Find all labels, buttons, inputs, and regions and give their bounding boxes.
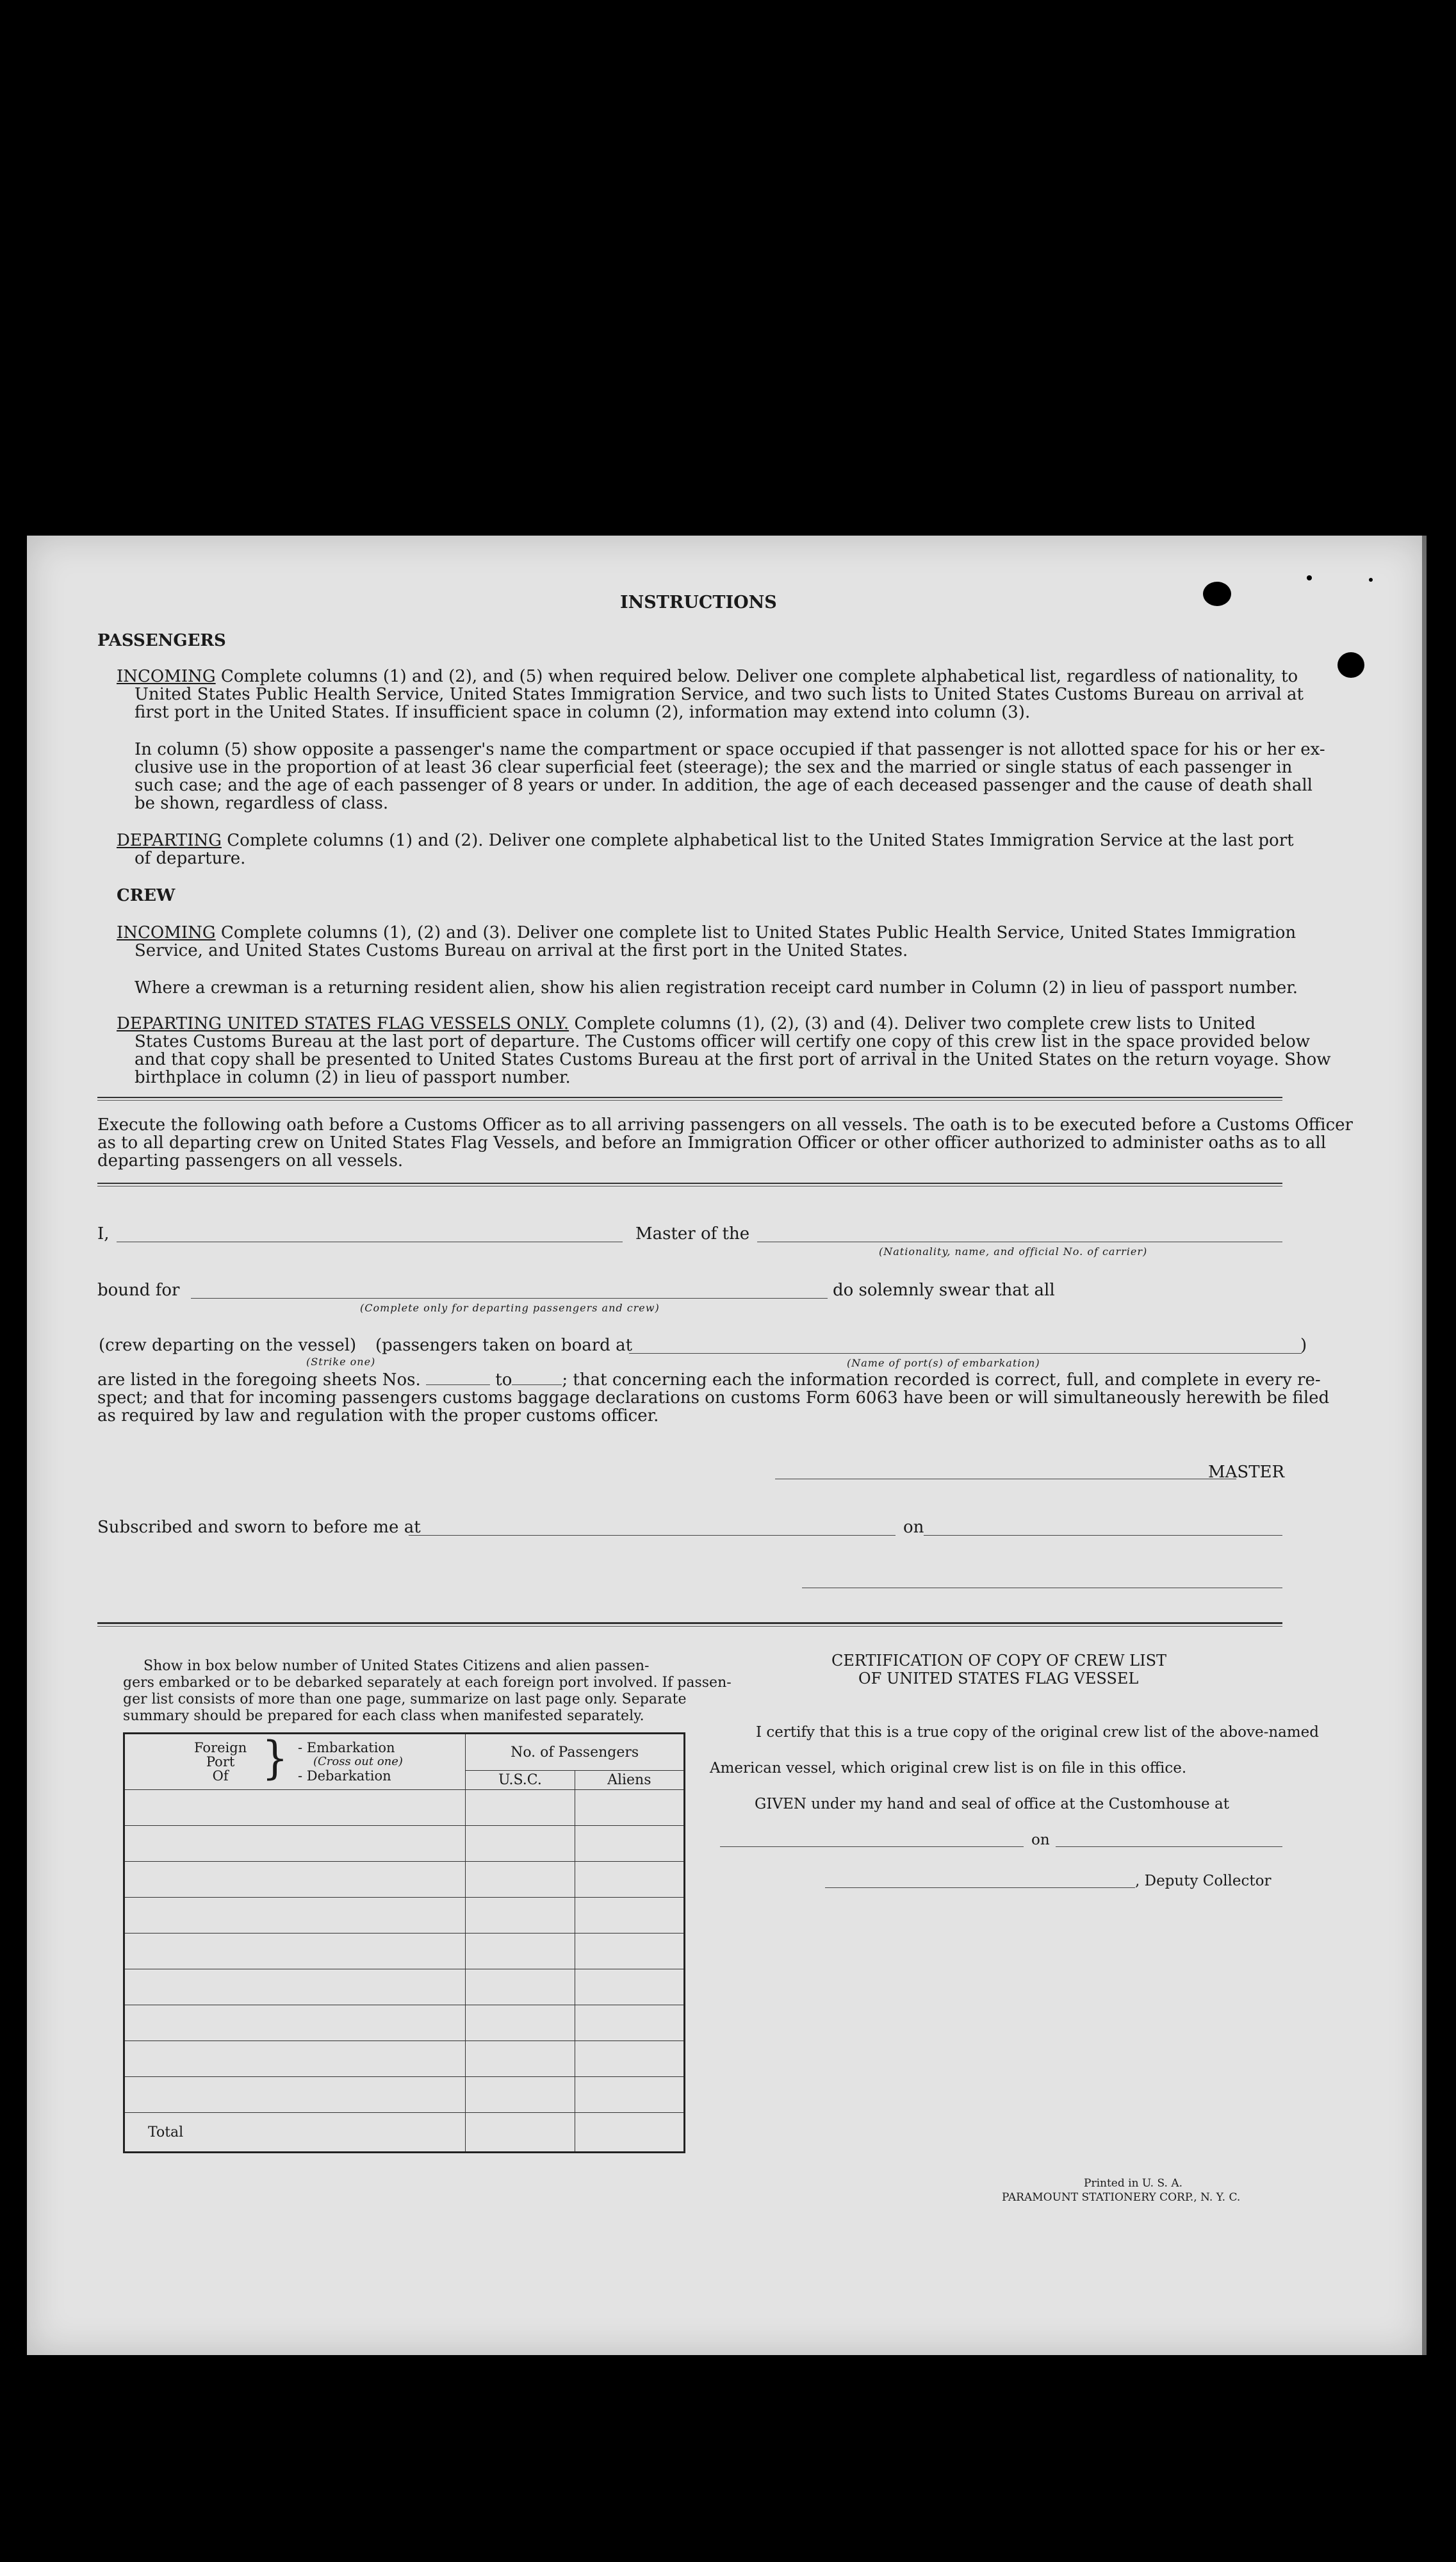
master-of-the-label: Master of the [635, 1224, 750, 1244]
aliens-cell[interactable] [575, 1826, 684, 1862]
ink-blot [1337, 652, 1364, 678]
port-cell[interactable] [124, 1969, 466, 2005]
crew-incoming-label: INCOMING [117, 923, 216, 942]
oath-line: as required by law and regulation with the proper customs officer. [97, 1406, 659, 1425]
flag-line: Complete columns (1), (2), (3) and (4). Deliver two complete crew lists to United [574, 1014, 1256, 1033]
cross-out-hint: (Cross out one) [313, 1755, 403, 1768]
ports-table [123, 1732, 685, 2153]
passengers-heading: PASSENGERS [97, 631, 226, 650]
flag-line: and that copy shall be presented to United States Customs Bureau at the first port of arrival in the United States on the return voyage. Show [135, 1050, 1331, 1069]
aliens-cell[interactable] [575, 2005, 684, 2041]
divider [97, 1097, 1282, 1098]
crew-incoming-line: Service, and United States Customs Bureau on arrival at the first port in the United States. [135, 941, 908, 960]
column5-line: such case; and the age of each passenger of 8 years or under. In addition, the age of each deceased passenger and the cause of death shall [135, 776, 1313, 795]
incoming-line: first port in the United States. If insufficient space in column (2), information may extend into column (3). [135, 703, 1031, 722]
oath-instruction-line: departing passengers on all vessels. [97, 1151, 404, 1170]
table-row [124, 1862, 685, 1898]
customhouse-field[interactable] [720, 1846, 1024, 1847]
flag-vessels-label: DEPARTING UNITED STATES FLAG VESSELS ONLY. [117, 1014, 569, 1033]
oath-line: spect; and that for incoming passengers customs baggage declarations on customs Form 6063 have been or will simultaneously herewith be filed [97, 1388, 1330, 1408]
port-cell[interactable] [124, 2041, 466, 2077]
no-of-passengers-header: No. of Passengers [466, 1734, 685, 1771]
box-instruction-line: gers embarked or to be debarked separately at each foreign port involved. If passen- [123, 1675, 732, 1691]
column5-line: be shown, regardless of class. [135, 794, 389, 813]
subscribed-label: Subscribed and sworn to before me at [97, 1518, 421, 1537]
departing-line: of departure. [135, 849, 246, 868]
table-row [124, 1790, 685, 1826]
listed-sheets [97, 1371, 1321, 1390]
sheet-from-field[interactable] [426, 1372, 490, 1385]
usc-header: U.S.C. [466, 1771, 575, 1790]
aliens-header: Aliens [575, 1771, 684, 1790]
printer-line: Printed in U. S. A. [1084, 2177, 1183, 2190]
listed-label: are listed in the foregoing sheets Nos. [97, 1370, 421, 1390]
box-instruction-line: Show in box below number of United States Citizens and alien passen- [143, 1658, 650, 1674]
divider [97, 1186, 1282, 1187]
foreign-label: Foreign [194, 1740, 247, 1755]
port-cell[interactable] [124, 1826, 466, 1862]
instructions-heading: INSTRUCTIONS [620, 593, 777, 612]
passengers-departing [117, 832, 1294, 850]
listed-rest: ; that concerning each the information recorded is correct, full, and complete in every re- [562, 1370, 1321, 1390]
aliens-cell[interactable] [575, 2077, 684, 2113]
port-label: Port [206, 1754, 235, 1770]
embarkation-option[interactable]: - Embarkation [298, 1740, 395, 1755]
sheet-to-field[interactable] [512, 1372, 562, 1385]
deputy-signature-field[interactable] [825, 1887, 1135, 1888]
aliens-cell[interactable] [575, 1969, 684, 2005]
incoming-line: Complete columns (1) and (2), and (5) when required below. Deliver one complete alphabetical list, regardless of nationality, to [220, 667, 1298, 686]
usc-cell[interactable] [466, 1969, 575, 2005]
strike-one-hint: (Strike one) [306, 1356, 376, 1368]
usc-cell[interactable] [466, 1862, 575, 1898]
divider [97, 1626, 1282, 1627]
to-label: to [495, 1370, 512, 1390]
crew-incoming [117, 924, 1296, 942]
port-cell[interactable] [124, 2077, 466, 2113]
right-edge-shadow [1422, 536, 1427, 2355]
passengers-incoming [117, 668, 1298, 686]
brace-glyph: } [262, 1732, 288, 1785]
table-row [124, 1898, 685, 1934]
usc-cell[interactable] [466, 1898, 575, 1934]
of-label: Of [212, 1768, 229, 1784]
box-instruction-line: ger list consists of more than one page, summarize on last page only. Separate [123, 1691, 687, 1707]
incoming-line: United States Public Health Service, United States Immigration Service, and two such lists to United States Customs Bureau on arrival at [135, 685, 1304, 704]
flag-line: birthplace in column (2) in lieu of passport number. [135, 1068, 571, 1087]
table-row [124, 2005, 685, 2041]
column5-line: In column (5) show opposite a passenger's name the compartment or space occupied if that passenger is not allotted space for his or her ex- [135, 740, 1325, 759]
bound-for-label: bound for [97, 1281, 180, 1300]
printer-line: PARAMOUNT STATIONERY CORP., N. Y. C. [1002, 2191, 1241, 2204]
oath-instruction-line: Execute the following oath before a Customs Officer as to all arriving passengers on all vessels. The oath is to be executed before a Customs Officer [97, 1115, 1353, 1135]
aliens-cell[interactable] [575, 1898, 684, 1934]
table-row [124, 1969, 685, 2005]
subscribed-on-label: on [903, 1518, 924, 1537]
usc-cell[interactable] [466, 1790, 575, 1826]
embarkation-ports-field[interactable] [629, 1353, 1302, 1354]
usc-cell[interactable] [466, 2077, 575, 2113]
port-cell[interactable] [124, 1862, 466, 1898]
usc-cell[interactable] [466, 2041, 575, 2077]
aliens-cell[interactable] [575, 1862, 684, 1898]
crew-incoming-line: Complete columns (1), (2) and (3). Deliver one complete list to United States Public Health Service, United States Immigration [220, 923, 1296, 942]
box-instruction-line: summary should be prepared for each class when manifested separately. [123, 1708, 644, 1724]
oath-instruction-line: as to all departing crew on United States Flag Vessels, and before an Immigration Officer or other officer authorized to administer oaths as to all [97, 1133, 1327, 1153]
subscribed-place-field[interactable] [409, 1535, 896, 1536]
certification-title: CERTIFICATION OF COPY OF CREW LIST [831, 1652, 1167, 1670]
table-row [124, 2077, 685, 2113]
crew-heading: CREW [117, 886, 176, 905]
port-cell[interactable] [124, 1790, 466, 1826]
subscribed-date-field[interactable] [924, 1535, 1282, 1536]
port-cell[interactable] [124, 1934, 466, 1969]
given-line: GIVEN under my hand and seal of office at the Customhouse at [755, 1796, 1229, 1812]
table-row [124, 1826, 685, 1862]
usc-cell[interactable] [466, 1934, 575, 1969]
total-row [124, 2113, 685, 2153]
aliens-cell[interactable] [575, 1790, 684, 1826]
certification-on-label: on [1031, 1832, 1050, 1848]
bound-for-field[interactable] [191, 1298, 828, 1299]
ports-hint: (Name of port(s) of embarkation) [847, 1357, 1040, 1369]
divider [97, 1100, 1282, 1101]
certification-subtitle: OF UNITED STATES FLAG VESSEL [858, 1670, 1139, 1687]
form-page [27, 536, 1427, 2355]
flag-line: States Customs Bureau at the last port of departure. The Customs officer will certify one copy of this crew list in the space provided below [135, 1032, 1311, 1051]
certification-date-field[interactable] [1056, 1846, 1282, 1847]
carrier-hint: (Nationality, name, and official No. of carrier) [879, 1245, 1148, 1258]
ink-speck [1307, 575, 1312, 580]
passengers-taken-option[interactable]: (passengers taken on board at [375, 1336, 633, 1355]
aliens-cell[interactable] [575, 2041, 684, 2077]
deputy-collector-label: , Deputy Collector [1135, 1873, 1272, 1889]
oath-i-label: I, [97, 1224, 110, 1244]
swear-label: do solemnly swear that all [833, 1281, 1055, 1300]
debarkation-option[interactable]: - Debarkation [298, 1768, 391, 1784]
aliens-cell[interactable] [575, 1934, 684, 1969]
certify-line: American vessel, which original crew list is on file in this office. [710, 1760, 1187, 1777]
crew-departing-flag [117, 1015, 1256, 1033]
port-header [124, 1734, 466, 1790]
crewman-note: Where a crewman is a returning resident alien, show his alien registration receipt card number in Column (2) in lieu of passport number. [135, 978, 1298, 998]
table-row [124, 1934, 685, 1969]
divider [97, 1183, 1282, 1184]
close-paren: ) [1300, 1336, 1307, 1355]
usc-cell[interactable] [466, 1826, 575, 1862]
certify-line: I certify that this is a true copy of the original crew list of the above-named [756, 1724, 1320, 1741]
usc-cell[interactable] [466, 2005, 575, 2041]
ink-blot [1203, 582, 1231, 606]
total-aliens-cell[interactable] [575, 2113, 684, 2153]
ink-speck [1369, 578, 1373, 582]
master-signature-label: MASTER [1208, 1463, 1285, 1482]
port-cell[interactable] [124, 1898, 466, 1934]
port-cell[interactable] [124, 2005, 466, 2041]
total-usc-cell[interactable] [466, 2113, 575, 2153]
divider [97, 1622, 1282, 1624]
bound-for-hint: (Complete only for departing passengers and crew) [360, 1302, 660, 1314]
column5-line: clusive use in the proportion of at least 36 clear superficial feet (steerage); the sex and the married or single status of each passenger in [135, 758, 1293, 777]
table-row [124, 2041, 685, 2077]
incoming-label: INCOMING [117, 667, 216, 686]
total-label: Total [124, 2113, 466, 2153]
departing-line: Complete columns (1) and (2). Deliver one complete alphabetical list to the United States Immigration Service at the last port [227, 831, 1294, 850]
departing-label: DEPARTING [117, 831, 222, 850]
crew-departing-option[interactable]: (crew departing on the vessel) [99, 1336, 357, 1355]
